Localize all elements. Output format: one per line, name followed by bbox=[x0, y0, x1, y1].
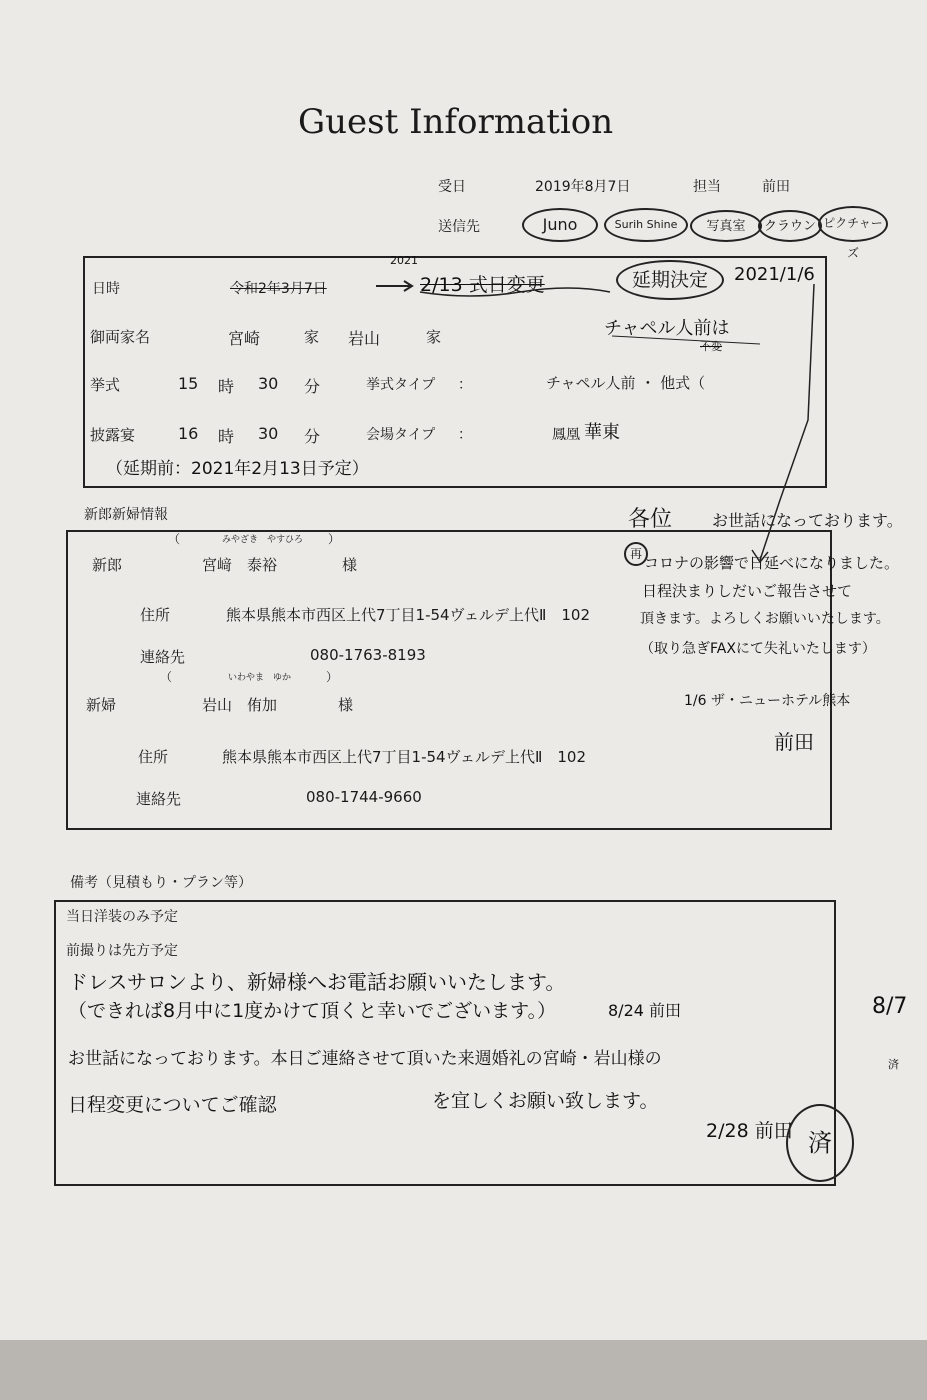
groom-address-label: 住所 bbox=[140, 606, 171, 624]
staff-label: 担当 bbox=[693, 179, 721, 195]
groom-phone: 080-1763-8193 bbox=[310, 646, 426, 664]
ceremony-type-label: 挙式タイプ bbox=[366, 377, 436, 393]
bride-phone: 080-1744-9660 bbox=[306, 788, 422, 806]
side-signature: 前田 bbox=[774, 730, 814, 754]
reception-minute-unit: 分 bbox=[304, 427, 321, 446]
family-names-label: 御両家名 bbox=[90, 328, 151, 346]
margin-small: 済 bbox=[888, 1058, 899, 1071]
ceremony-type-colon: ： bbox=[458, 377, 472, 393]
bride-honorific: 様 bbox=[338, 696, 354, 714]
groom-contact-label: 連絡先 bbox=[140, 648, 186, 666]
new-date-note: 2/13 式日変更 bbox=[420, 274, 545, 296]
bride-kana: いわやま ゆか bbox=[228, 673, 292, 683]
received-date: 2019年8月7日 bbox=[535, 179, 631, 195]
reception-hour-unit: 時 bbox=[218, 427, 235, 446]
remarks-line1: 当日洋装のみ予定 bbox=[66, 909, 178, 925]
family-suffix-2: 家 bbox=[426, 328, 442, 346]
remarks-hand1: ドレスサロンより、新婦様へお電話お願いいたします。 bbox=[68, 970, 566, 994]
old-date: 令和2年3月7日 bbox=[230, 281, 327, 297]
remarks-hand2-sign: 8/24 前田 bbox=[608, 1001, 682, 1020]
bride-label: 新婦 bbox=[86, 696, 117, 714]
groom-kana: みやざき やすひろ bbox=[222, 535, 304, 545]
margin-date: 8/7 bbox=[872, 994, 908, 1019]
groom-name: 宮﨑 泰裕 bbox=[202, 556, 278, 574]
venue-type-label: 会場タイプ bbox=[366, 427, 436, 443]
staff-name: 前田 bbox=[762, 179, 790, 195]
remarks-hand4-sign: 2/28 前田 bbox=[706, 1120, 793, 1142]
venue-type-colon: ： bbox=[458, 427, 472, 443]
send-to-juno: Juno bbox=[522, 208, 598, 242]
side-line4: 頂きます。よろしくお願いいたします。 bbox=[640, 611, 890, 627]
ceremony-label: 挙式 bbox=[90, 376, 121, 394]
hand-year: 2021 bbox=[390, 254, 418, 267]
side-greeting: 各位 bbox=[628, 507, 673, 532]
family-1: 宮崎 bbox=[228, 329, 261, 348]
ceremony-minute: 30 bbox=[258, 374, 279, 393]
ceremony-hour: 15 bbox=[178, 374, 199, 393]
couple-box bbox=[66, 530, 832, 830]
ceremony-minute-unit: 分 bbox=[304, 377, 321, 396]
bride-kana-open: （ bbox=[160, 670, 173, 684]
groom-kana-open: （ bbox=[168, 532, 181, 546]
groom-honorific: 様 bbox=[342, 556, 358, 574]
page-shadow bbox=[0, 1340, 927, 1400]
bride-address: 熊本県熊本市西区上代7丁目1-54ヴェルデ上代Ⅱ 102 bbox=[222, 748, 587, 766]
datetime-label: 日時 bbox=[92, 281, 120, 297]
ceremony-hour-unit: 時 bbox=[218, 377, 235, 396]
side-circled: 再 bbox=[624, 542, 648, 566]
remarks-hand2: （できれば8月中に1度かけて頂くと幸いでございます。） bbox=[68, 1000, 557, 1022]
groom-address: 熊本県熊本市西区上代7丁目1-54ヴェルデ上代Ⅱ 102 bbox=[226, 606, 591, 624]
send-to-surih-shine: Surih Shine bbox=[604, 208, 688, 242]
ceremony-type-value: チャペル人前 ・ 他式（ bbox=[546, 374, 706, 392]
remarks-hand4: 日程変更についてご確認 bbox=[68, 1094, 277, 1116]
side-line2: コロナの影響で日延べになりました。 bbox=[644, 554, 900, 572]
remarks-section-label: 備考（見積もり・プラン等） bbox=[70, 875, 252, 891]
side-line1: お世話になっております。 bbox=[712, 511, 903, 530]
reception-label: 披露宴 bbox=[90, 426, 136, 444]
bride-kana-close: ） bbox=[326, 670, 339, 684]
chapel-note: チャペル人前は bbox=[604, 318, 730, 339]
hand-decided-date: 2021/1/6 bbox=[734, 264, 815, 285]
send-to-label: 送信先 bbox=[438, 219, 480, 235]
postpone-note: （延期前：2021年2月13日予定） bbox=[106, 459, 369, 479]
page-title: Guest Information bbox=[298, 102, 614, 142]
reception-hour: 16 bbox=[178, 424, 199, 443]
family-2: 岩山 bbox=[348, 329, 381, 348]
groom-label: 新郎 bbox=[92, 556, 123, 574]
venue-hand: 華東 bbox=[584, 422, 620, 443]
send-to-crown: クラウン bbox=[758, 210, 822, 242]
groom-kana-close: ） bbox=[328, 532, 341, 546]
postponement-circle: 延期決定 bbox=[616, 260, 724, 300]
bride-address-label: 住所 bbox=[138, 748, 169, 766]
bride-contact-label: 連絡先 bbox=[136, 790, 182, 808]
venue-type-value: 鳳凰 bbox=[552, 427, 580, 443]
couple-section-label: 新郎新婦情報 bbox=[84, 507, 168, 523]
remarks-hand3: お世話になっております。本日ご連絡させて頂いた来週婚礼の宮崎・岩山様の bbox=[68, 1049, 662, 1069]
remarks-line2: 前撮りは先方予定 bbox=[66, 943, 178, 959]
remarks-hand4b: を宜しくお願い致します。 bbox=[432, 1090, 659, 1112]
send-to-pictures: ピクチャーズ bbox=[818, 206, 888, 242]
side-line6: 1/6 ザ・ニューホテル熊本 bbox=[684, 693, 851, 709]
side-line5: （取り急ぎFAXにて失礼いたします） bbox=[640, 641, 876, 657]
confirmation-stamp: 済 bbox=[786, 1104, 854, 1182]
send-to-photo-room: 写真室 bbox=[690, 210, 762, 242]
chapel-note-2: 不変 bbox=[700, 340, 722, 353]
received-label: 受日 bbox=[438, 179, 466, 195]
family-suffix-1: 家 bbox=[304, 328, 320, 346]
reception-minute: 30 bbox=[258, 424, 279, 443]
side-line3: 日程決まりしだいご報告させて bbox=[642, 582, 853, 600]
bride-name: 岩山 侑加 bbox=[202, 696, 278, 714]
